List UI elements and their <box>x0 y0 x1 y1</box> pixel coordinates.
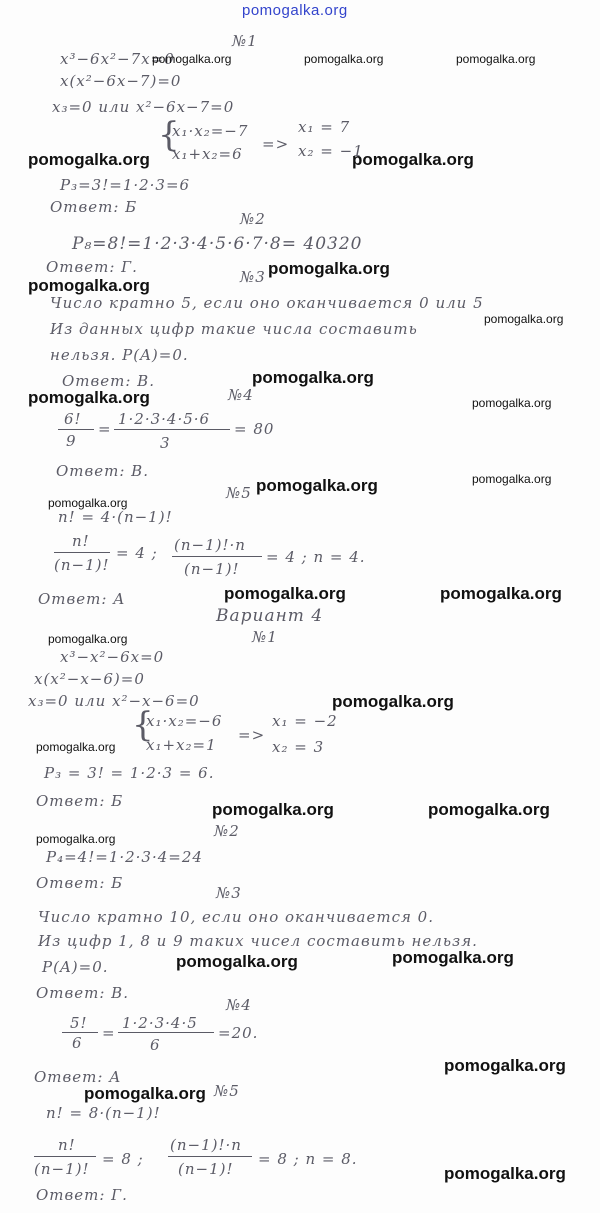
factored-equation: x(x²−x−6)=0 <box>34 670 145 688</box>
answer: Ответ: В. <box>56 462 149 480</box>
fraction-bar <box>62 1032 98 1033</box>
result: = 80 <box>234 420 275 438</box>
vieta-sum: x₁+x₂=6 <box>172 145 243 163</box>
explanation-line: P(A)=0. <box>42 958 109 976</box>
task-number: №3 <box>240 268 266 286</box>
root-2: x₂ = 3 <box>272 738 325 756</box>
factored-equation: x(x²−6x−7)=0 <box>60 72 182 90</box>
roots-split: x₃=0 или x²−x−6=0 <box>28 692 200 710</box>
fraction-numerator: n! <box>72 532 90 550</box>
answer: Ответ: Б <box>36 874 124 892</box>
fraction-denominator: (n−1)! <box>178 1160 234 1178</box>
permutation-calc: P₃ = 3! = 1·2·3 = 6. <box>44 764 215 782</box>
watermark: pomogalka.org <box>212 800 334 819</box>
fraction-denominator: 6 <box>72 1034 83 1052</box>
answer: Ответ: В. <box>62 372 155 390</box>
watermark: pomogalka.org <box>472 472 552 486</box>
task-number: №4 <box>226 996 252 1014</box>
watermark: pomogalka.org <box>28 388 150 407</box>
permutation-calc: P₃=3!=1·2·3=6 <box>60 176 191 194</box>
fraction-numerator: (n−1)!·n <box>170 1136 242 1154</box>
task-number: №1 <box>252 628 278 646</box>
fraction-result: = 8 ; n = 8. <box>258 1150 358 1168</box>
fraction-result: = 4 ; n = 4. <box>266 548 366 566</box>
equation: n! = 4·(n−1)! <box>58 508 173 526</box>
watermark: pomogalka.org <box>84 1084 206 1103</box>
root-1: x₁ = −2 <box>272 712 338 730</box>
fraction-numerator: 5! <box>70 1014 88 1032</box>
system-brace: { <box>158 115 180 155</box>
equation: x³−6x²−7x=0 <box>60 50 175 68</box>
fraction-bar <box>118 1032 214 1033</box>
watermark: pomogalka.org <box>152 52 232 66</box>
watermark: pomogalka.org <box>48 496 128 510</box>
task-number: №5 <box>214 1082 240 1100</box>
task-number: №2 <box>240 210 266 228</box>
fraction-result: = 8 ; <box>102 1150 144 1168</box>
watermark: pomogalka.org <box>48 632 128 646</box>
explanation-line: Из цифр 1, 8 и 9 таких чисел составить нельзя. <box>38 932 478 950</box>
watermark: pomogalka.org <box>472 396 552 410</box>
answer: Ответ: Б <box>36 792 124 810</box>
answer: Ответ: А <box>34 1068 122 1086</box>
fraction-numerator: 1·2·3·4·5 <box>122 1014 198 1032</box>
explanation-line: Число кратно 10, если оно оканчивается 0. <box>38 908 434 926</box>
fraction-bar <box>168 1156 252 1157</box>
roots-split: x₃=0 или x²−6x−7=0 <box>52 98 235 116</box>
vieta-sum: x₁+x₂=1 <box>146 736 217 754</box>
watermark: pomogalka.org <box>304 52 384 66</box>
watermark: pomogalka.org <box>28 276 150 295</box>
fraction-bar <box>54 552 110 553</box>
factorial-calc: P₄=4!=1·2·3·4=24 <box>46 848 203 866</box>
explanation-line: Число кратно 5, если оно оканчивается 0 или 5 <box>50 294 484 312</box>
fraction-bar <box>114 429 230 430</box>
answer: Ответ: Б <box>50 198 138 216</box>
factorial-calc: P₈=8!=1·2·3·4·5·6·7·8= 40320 <box>72 234 363 254</box>
answer: Ответ: Г. <box>36 1186 128 1204</box>
explanation-line: нельзя. P(A)=0. <box>50 346 189 364</box>
watermark: pomogalka.org <box>176 952 298 971</box>
task-number: №4 <box>228 386 254 404</box>
root-1: x₁ = 7 <box>298 118 351 136</box>
equals-sign: = <box>102 1024 116 1042</box>
task-number: №2 <box>214 822 240 840</box>
fraction-bar <box>58 429 94 430</box>
task-number: №5 <box>226 484 252 502</box>
system-brace: { <box>132 705 154 745</box>
watermark: pomogalka.org <box>252 368 374 387</box>
watermark: pomogalka.org <box>352 150 474 169</box>
watermark: pomogalka.org <box>332 692 454 711</box>
fraction-result: = 4 ; <box>116 544 158 562</box>
fraction-numerator: n! <box>58 1136 76 1154</box>
implies-arrow: => <box>262 135 290 153</box>
watermark: pomogalka.org <box>256 476 378 495</box>
watermark: pomogalka.org <box>444 1164 566 1183</box>
fraction-denominator: 6 <box>150 1036 161 1054</box>
watermark: pomogalka.org <box>456 52 536 66</box>
watermark: pomogalka.org <box>428 800 550 819</box>
answer: Ответ: В. <box>36 984 129 1002</box>
result: =20. <box>218 1024 259 1042</box>
watermark: pomogalka.org <box>36 740 116 754</box>
task-number: №3 <box>216 884 242 902</box>
variant-heading: Вариант 4 <box>216 606 324 626</box>
fraction-denominator: 3 <box>160 434 171 452</box>
fraction-numerator: 6! <box>64 410 82 428</box>
fraction-numerator: 1·2·3·4·5·6 <box>118 410 211 428</box>
watermark: pomogalka.org <box>440 584 562 603</box>
vieta-product: x₁·x₂=−6 <box>146 712 223 730</box>
equation: x³−x²−6x=0 <box>60 648 165 666</box>
implies-arrow: => <box>238 726 266 744</box>
watermark: pomogalka.org <box>28 150 150 169</box>
fraction-denominator: (n−1)! <box>54 556 110 574</box>
watermark: pomogalka.org <box>36 832 116 846</box>
fraction-numerator: (n−1)!·n <box>174 536 246 554</box>
task-number: №1 <box>232 32 258 50</box>
equation: n! = 8·(n−1)! <box>46 1104 161 1122</box>
watermark: pomogalka.org <box>268 259 390 278</box>
answer: Ответ: А <box>38 590 126 608</box>
equals-sign: = <box>98 420 112 438</box>
answer: Ответ: Г. <box>46 258 138 276</box>
fraction-bar <box>172 556 262 557</box>
explanation-line: Из данных цифр такие числа составить <box>50 320 418 338</box>
fraction-bar <box>34 1156 96 1157</box>
watermark: pomogalka.org <box>224 584 346 603</box>
watermark: pomogalka.org <box>484 312 564 326</box>
fraction-denominator: (n−1)! <box>34 1160 90 1178</box>
fraction-denominator: 9 <box>66 432 77 450</box>
watermark: pomogalka.org <box>392 948 514 967</box>
site-watermark-link[interactable]: pomogalka.org <box>242 2 348 19</box>
vieta-product: x₁·x₂=−7 <box>172 122 249 140</box>
fraction-denominator: (n−1)! <box>184 560 240 578</box>
root-2: x₂ = −1 <box>298 142 364 160</box>
watermark: pomogalka.org <box>444 1056 566 1075</box>
